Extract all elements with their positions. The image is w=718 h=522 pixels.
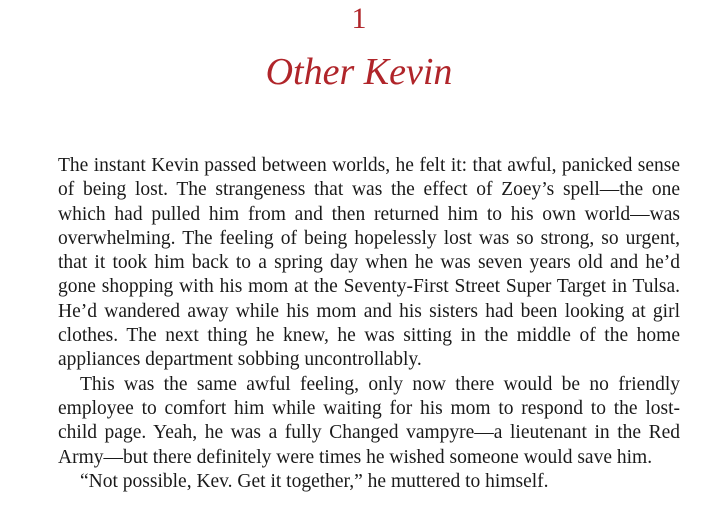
paragraph-3: “Not possible, Kev. Get it together,” he muttered to himself. xyxy=(80,470,549,492)
paragraph-2: This was the same awful feeling, only now there would be no friendly employee to comfort him while waiting for his mom to respond to the lost-child page. Yeah, he was a fully Changed vampyre—a lieutenant in the Red Army—but there definitely were times he wished someone would save him. xyxy=(58,373,680,468)
chapter-number: 1 xyxy=(351,2,367,35)
paragraph-1: The instant Kevin passed between worlds, he felt it: that awful, panicked sense of being lost. The strangeness that was the effect of Zoey’s spell—the one which had pulled him from and then returned him to his own world—was overwhelming. The feeling of being hopelessly lost was so strong, so urgent, that it took him back to a spring day when he was seven years old and he’d gone shopping with his mom at the Seventy-First Street Super Target in Tulsa. He’d wandered away while his mom and his sisters had been looking at girl clothes. The next thing he knew, he was sitting in the middle of the home appliances department sobbing uncontrollably. xyxy=(58,155,680,371)
chapter-title: Other Kevin xyxy=(265,51,453,93)
chapter-body xyxy=(58,154,680,494)
